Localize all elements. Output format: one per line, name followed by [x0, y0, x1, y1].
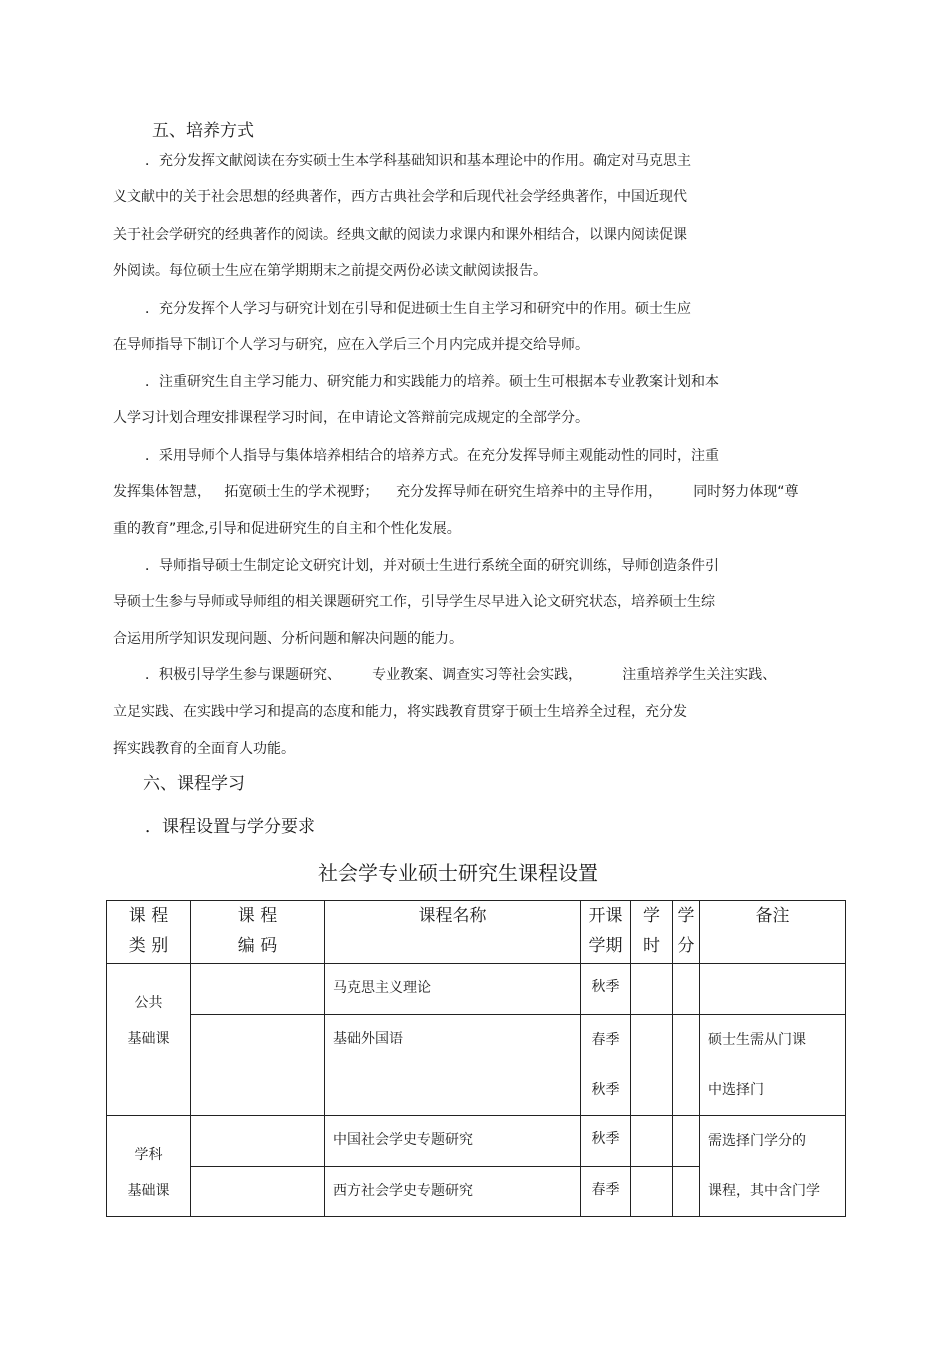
remark-cell — [700, 964, 846, 1015]
semester-cell: 秋季 — [581, 1116, 631, 1167]
section-heading-6: 六、课程学习 — [143, 774, 245, 794]
paragraph-line: 发挥集体智慧， 拓宽硕士生的学术视野； 充分发挥导师在研究生培养中的主导作用， 同时努力体现“尊 — [113, 484, 799, 500]
credits-cell — [673, 1015, 700, 1116]
credits-cell — [673, 1116, 700, 1167]
paragraph-line: ．注重研究生自主学习能力、研究能力和实践能力的培养。硕士生可根据本专业教案计划和本 — [145, 374, 719, 390]
code-cell — [191, 1116, 325, 1167]
semester-cell: 春季 秋季 — [581, 1015, 631, 1116]
paragraph-line: 人学习计划合理安排课程学习时间，在申请论文答辩前完成规定的全部学分。 — [113, 410, 589, 426]
hours-cell — [631, 1167, 673, 1217]
table-row — [107, 964, 846, 1015]
semester-cell: 春季 — [581, 1167, 631, 1217]
remark-cell: 硕士生需从门课 中选择门 — [700, 1015, 846, 1116]
code-cell — [191, 1167, 325, 1217]
paragraph-line: 义文献中的关于社会思想的经典著作，西方古典社会学和后现代社会学经典著作，中国近现代 — [113, 189, 687, 205]
table-header-row — [107, 901, 846, 964]
credits-cell — [673, 964, 700, 1015]
paragraph-line: ．导师指导硕士生制定论文研究计划，并对硕士生进行系统全面的研究训练，导师创造条件引 — [145, 558, 719, 574]
table-row — [107, 1015, 846, 1116]
paragraph-line: 重的教育”理念,引导和促进研究生的自主和个性化发展。 — [113, 521, 461, 537]
code-cell — [191, 964, 325, 1015]
section-heading-5: 五、培养方式 — [152, 121, 254, 141]
paragraph-line: 关于社会学研究的经典著作的阅读。经典文献的阅读力求课内和课外相结合，以课内阅读促课 — [113, 227, 687, 243]
header-category: 课 程 类 别 — [107, 901, 191, 964]
header-semester: 开课 学期 — [581, 901, 631, 964]
hours-cell — [631, 1015, 673, 1116]
hours-cell — [631, 1116, 673, 1167]
paragraph-line: 挥实践教育的全面育人功能。 — [113, 741, 295, 757]
header-remark: 备注 — [700, 901, 846, 964]
header-credits: 学 分 — [673, 901, 700, 964]
hours-cell — [631, 964, 673, 1015]
credits-cell — [673, 1167, 700, 1217]
paragraph-line: ．采用导师个人指导与集体培养相结合的培养方式。在充分发挥导师主观能动性的同时，注重 — [145, 448, 719, 464]
table-title: 社会学专业硕士研究生课程设置 — [318, 861, 598, 885]
header-name: 课程名称 — [325, 901, 581, 964]
paragraph-line: 外阅读。每位硕士生应在第学期期末之前提交两份必读文献阅读报告。 — [113, 263, 547, 279]
category-cell: 学科 基础课 — [107, 1116, 191, 1217]
table-row — [107, 1116, 846, 1167]
name-cell: 基础外国语 — [325, 1015, 581, 1116]
name-cell: 中国社会学史专题研究 — [325, 1116, 581, 1167]
paragraph-line: ．充分发挥文献阅读在夯实硕士生本学科基础知识和基本理论中的作用。确定对马克思主 — [145, 153, 691, 169]
subsection-heading: ．课程设置与学分要求 — [145, 817, 315, 837]
paragraph-line: 立足实践、在实践中学习和提高的态度和能力，将实践教育贯穿于硕士生培养全过程，充分发 — [113, 704, 687, 720]
paragraph-line: 合运用所学知识发现问题、分析问题和解决问题的能力。 — [113, 631, 463, 647]
paragraph-line: 在导师指导下制订个人学习与研究，应在入学后三个月内完成并提交给导师。 — [113, 337, 589, 353]
semester-cell: 秋季 — [581, 964, 631, 1015]
remark-cell: 需选择门学分的 课程，其中含门学 — [700, 1116, 846, 1217]
paragraph-line: ．积极引导学生参与课题研究、 专业教案、调查实习等社会实践， 注重培养学生关注实践、 — [145, 667, 777, 683]
category-cell: 公共 基础课 — [107, 964, 191, 1116]
paragraph-line: 导硕士生参与导师或导师组的相关课题研究工作，引导学生尽早进入论文研究状态，培养硕士生综 — [113, 594, 715, 610]
code-cell — [191, 1015, 325, 1116]
header-hours: 学 时 — [631, 901, 673, 964]
name-cell: 西方社会学史专题研究 — [325, 1167, 581, 1217]
header-code: 课 程 编 码 — [191, 901, 325, 964]
course-table — [106, 900, 846, 1217]
name-cell: 马克思主义理论 — [325, 964, 581, 1015]
paragraph-line: ．充分发挥个人学习与研究计划在引导和促进硕士生自主学习和研究中的作用。硕士生应 — [145, 301, 691, 317]
